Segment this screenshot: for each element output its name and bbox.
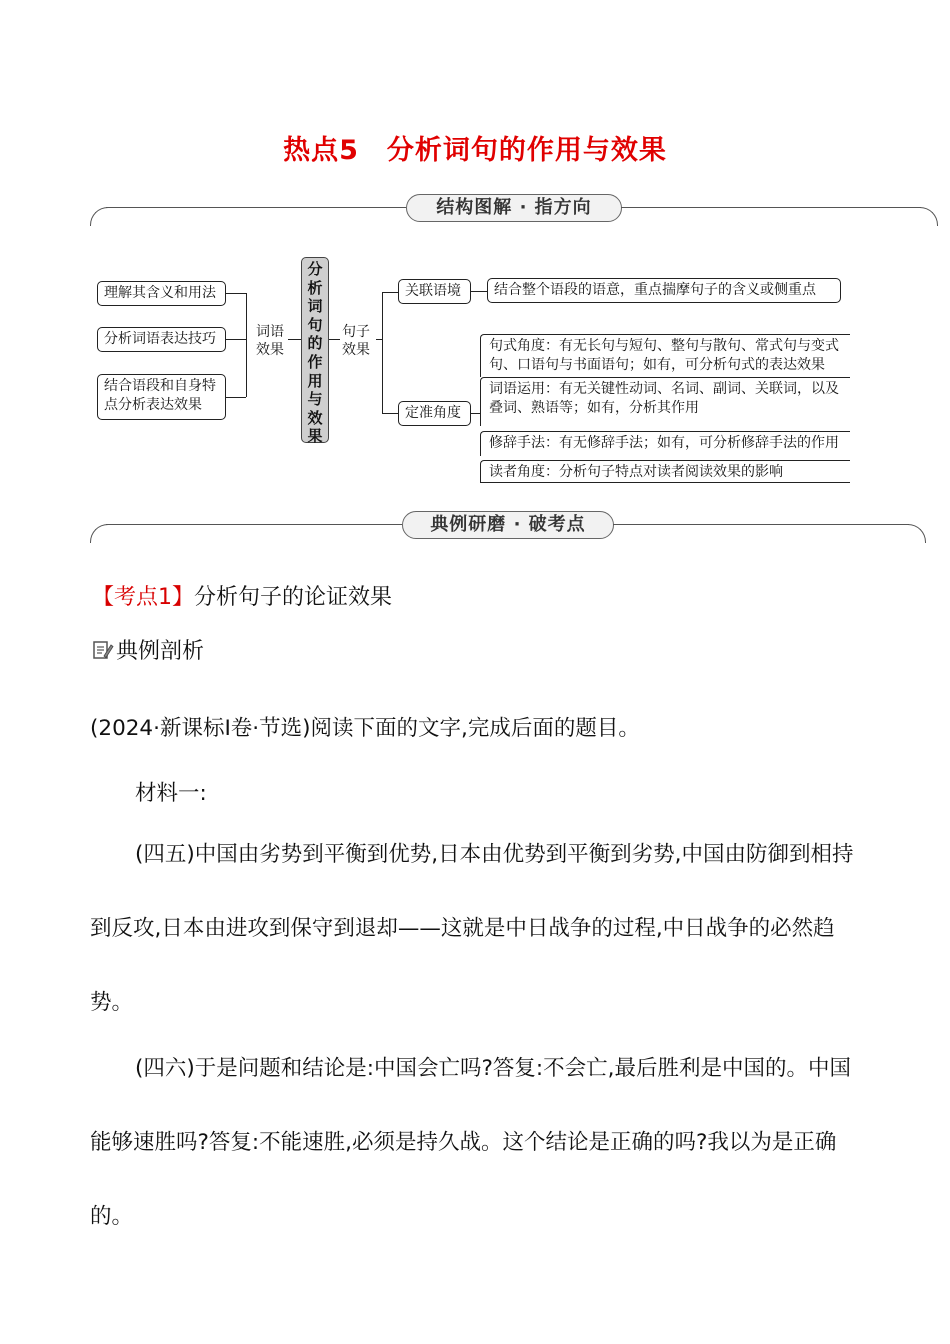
connector xyxy=(382,413,398,414)
word-effect-label: 词语效果 xyxy=(256,324,284,358)
material-label: 材料一: xyxy=(135,781,207,806)
connector xyxy=(288,339,301,340)
banner-left-line xyxy=(106,207,406,208)
banner-left-curve xyxy=(90,207,109,226)
banner-left-curve xyxy=(90,524,109,543)
left-item-technique: 分析词语表达技巧 xyxy=(97,327,226,352)
banner-left-line xyxy=(106,524,402,525)
kaodian-tag: 【考点1】 xyxy=(92,585,194,610)
page-title: 热点5 分析词句的作用与效果 xyxy=(283,135,667,166)
example-heading-text: 典例剖析 xyxy=(116,639,205,664)
banner-right-curve xyxy=(919,207,938,226)
mid-item-angle: 定准角度 xyxy=(398,401,471,426)
connector xyxy=(471,291,487,292)
source-line: (2024·新课标Ⅰ卷·节选)阅读下面的文字,完成后面的题目。 xyxy=(90,716,640,741)
sentence-effect-label: 句子效果 xyxy=(342,324,370,358)
connector xyxy=(329,339,340,340)
connector xyxy=(246,293,247,397)
kaodian-text: 分析句子的论证效果 xyxy=(194,585,393,610)
banner-examples: 典例研磨 · 破考点 xyxy=(402,511,614,539)
banner-structure: 结构图解 · 指方向 xyxy=(406,194,622,222)
paragraph-45: (四五)中国由劣势到平衡到优势,日本由优势到平衡到劣势,中国由防御到相持到反攻,日本由进攻到保守到退却——这就是中日战争的过程,中日战争的必然趋势。 xyxy=(90,842,854,1015)
connector xyxy=(382,292,398,293)
banner-right-curve xyxy=(907,524,926,543)
connector xyxy=(226,293,246,294)
connector xyxy=(226,339,246,340)
angle-words: 词语运用：有无关键性动词、名词、副词、关联词，以及叠词、熟语等；如有，分析其作用 xyxy=(480,377,850,426)
pencil-paper-icon xyxy=(92,639,114,661)
left-item-meaning: 理解其含义和用法 xyxy=(97,281,226,306)
paragraph-46: (四六)于是问题和结论是:中国会亡吗?答复:不会亡,最后胜利是中国的。中国能够速胜吗?答复:不能速胜,必须是持久战。这个结论是正确的吗?我以为是正确的。 xyxy=(90,1056,852,1229)
connector xyxy=(226,397,246,398)
context-description: 结合整个语段的语意，重点揣摩句子的含义或侧重点 xyxy=(487,278,841,303)
center-topic: 分析词句的作用与效果 xyxy=(301,257,329,443)
angle-sentence: 句式角度：有无长句与短句、整句与散句、常式句与变式句、口语句与书面语句；如有，可分析句式的表达效果 xyxy=(480,334,850,377)
kaodian-heading xyxy=(92,580,392,611)
left-item-analysis: 结合语段和自身特点分析表达效果 xyxy=(97,374,226,420)
banner-right-line xyxy=(621,207,921,208)
mid-item-context: 关联语境 xyxy=(398,279,471,304)
connector xyxy=(382,292,383,413)
banner-right-line xyxy=(613,524,909,525)
connector xyxy=(471,413,480,414)
example-heading xyxy=(92,634,204,665)
angle-rhetoric: 修辞手法：有无修辞手法；如有，可分析修辞手法的作用 xyxy=(480,431,850,456)
angle-reader: 读者角度：分析句子特点对读者阅读效果的影响 xyxy=(480,460,850,483)
